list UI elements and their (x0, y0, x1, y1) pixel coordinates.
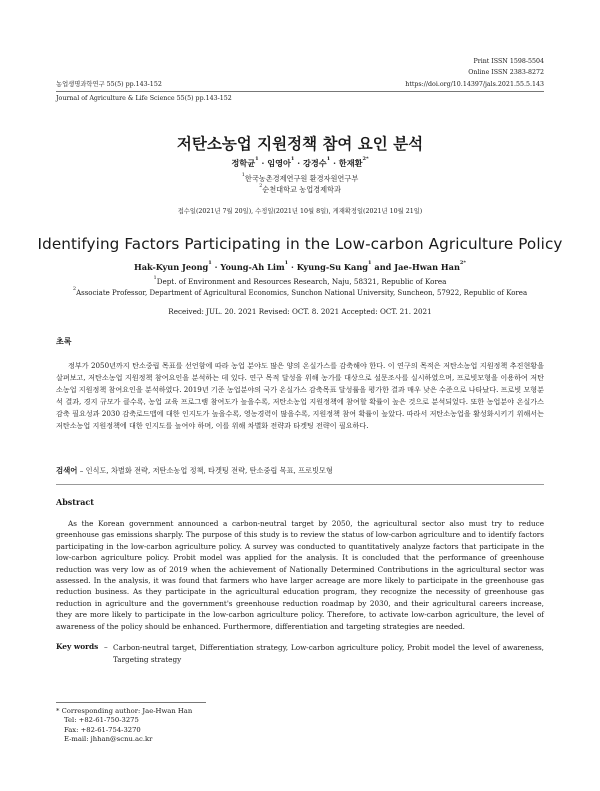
footnote (56, 707, 192, 745)
journal-citation-en: Journal of Agriculture & Life Science 55(5) pp.143-152 (56, 95, 232, 102)
dates-ko: 접수일(2021년 7월 20일), 수정일(2021년 10월 8일), 게재확정일(2021년 10월 21일) (177, 208, 423, 215)
keywords-ko: 검색어 – 인식도, 차별화 전략, 저탄소농업 정책, 타겟팅 전략, 탄소중립 목표, 프로빗모형 (56, 466, 333, 475)
abstract-ko-heading: 초록 (56, 336, 72, 346)
affiliation-ko-1: $^1$한국농촌경제연구원 환경자원연구부 (241, 172, 359, 183)
affiliation-en-2: $^2$Associate Professor, Department of Agricultural Economics, Sunchon National University, Suncheon, 57922, Republic of Korea (72, 286, 528, 297)
online-issn: Online ISSN 2383-8272 (468, 69, 544, 76)
corresponding-author: * Corresponding author: Jae-Hwan Han (56, 707, 193, 715)
title-ko: 저탄소농업 지원정책 참여 요인 분석 (176, 135, 424, 153)
keywords-en-list: Carbon-neutral target, Differentiation strategy, Low-carbon agriculture policy, Probit model the level of awareness, Targeting strategy (113, 643, 544, 664)
section-divider (56, 484, 544, 485)
journal-citation-ko: 농업생명과학연구 55(5) pp.143-152 (56, 81, 162, 88)
title-en: Identifying Factors Participating in the Low-carbon Agriculture Policy (37, 235, 563, 253)
footnote-tel: Tel: +82-61-750-3275 (64, 716, 139, 725)
footnote-rule (56, 702, 206, 703)
dates-en: Received: JUL. 20. 2021 Revised: OCT. 8. 2021 Accepted: OCT. 21. 2021 (168, 307, 432, 316)
print-issn: Print ISSN 1598-5504 (473, 58, 544, 65)
abstract-en-text: As the Korean government announced a carbon-neutral target by 2050, the agricultural sector also must try to reduce greenhouse gas emissions sharply. The purpose of this study is to review the status of low-carbon agriculture and to identify factors participating in the low-carbon agriculture policy. A survey was conducted to quantitatively analyze factors that participate in the low-carbon agriculture policy. Probit model was applied for the analysis. It is concluded that the performance of greenhouse reduction was very low as of 2019 when the achievement of Nationally Determined Contributions in the agricultural sector was assessed. In the analysis, it was found that farmers who have larger acreage are more likely to participate in the greenhouse gas reduction business. As they participate in the agricultural education program, they recognize the necessity of greenhouse gas reduction in agriculture and the government's greenhouse reduction roadmap by 2030, and their agricultural careers increase, they are more likely to participate in the low-carbon agriculture policy. Therefore, to activate low-carbon agriculture, the level of awareness of the policy should be enhanced. Furthermore, differentiation and targeting strategies are needed. (56, 519, 544, 631)
abstract-en-heading: Abstract (56, 497, 94, 507)
authors-ko: 정학균$^1$ · 임영아$^1$ · 강경수$^1$ · 한재환$^{2*}$ (231, 156, 369, 168)
footnote-fax: Fax: +82-61-754-3270 (64, 725, 141, 734)
keywords-en-dash: – (104, 642, 108, 651)
doi-link[interactable]: https://doi.org/10.14397/jals.2021.55.5.143 (405, 81, 544, 88)
affiliation-ko-2: $^2$순천대학교 농업경제학과 (259, 183, 341, 194)
affiliation-en-1: $^1$Dept. of Environment and Resources Research, Naju, 58321, Republic of Korea (153, 275, 447, 286)
keywords-en-label: Key words (56, 642, 99, 651)
footnote-email[interactable]: E-mail: jhhan@scnu.ac.kr (64, 735, 153, 744)
abstract-ko-text: 정부가 2050년까지 탄소중립 목표를 선언함에 따라 농업 분야도 많은 양의 온실가스를 감축해야 한다. 이 연구의 목적은 저탄소농업 지원정책 추진현황을 살펴보고, 저탄소농업 지원정책 참여요인을 분석하는 데 있다. 연구 목적 달성을 위해 농가를 대상으로 설문조사를 실시하였으며, 프로빗모형을 이용하여 저탄소농업 지원정책 참여요인을 분석하였다. 2019년 기준 농업분야의 국가 온실가스 감축목표 달성률을 평가한 결과 매우 낮은 수준으로 나타났다. 프로빗 모형분석 결과, 경지 규모가 클수록, 농업 교육 프로그램 참여도가 높을수록, 저탄소농업 지원정책에 참여할 확률이 높은 것으로 분석되었다. 또한 농업분야 온실가스 감축 필요성과 2030 감축로드맵에 대한 인지도가 높을수록, 영농경력이 많을수록, 지원정책 참여 확률이 높았다. 따라서 저탄소농업을 활성화시키기 위해서는 저탄소농업 지원정책에 대한 인지도를 높여야 하며, 이를 위해 차별화 전략과 타겟팅 전략이 필요하다. (56, 361, 545, 430)
header-rule (56, 91, 544, 92)
authors-en: Hak-Kyun Jeong$^1$ · Young-Ah Lim$^1$ · Kyung-Su Kang$^1$ and Jae-Hwan Han$^{2*}$ (133, 260, 466, 272)
